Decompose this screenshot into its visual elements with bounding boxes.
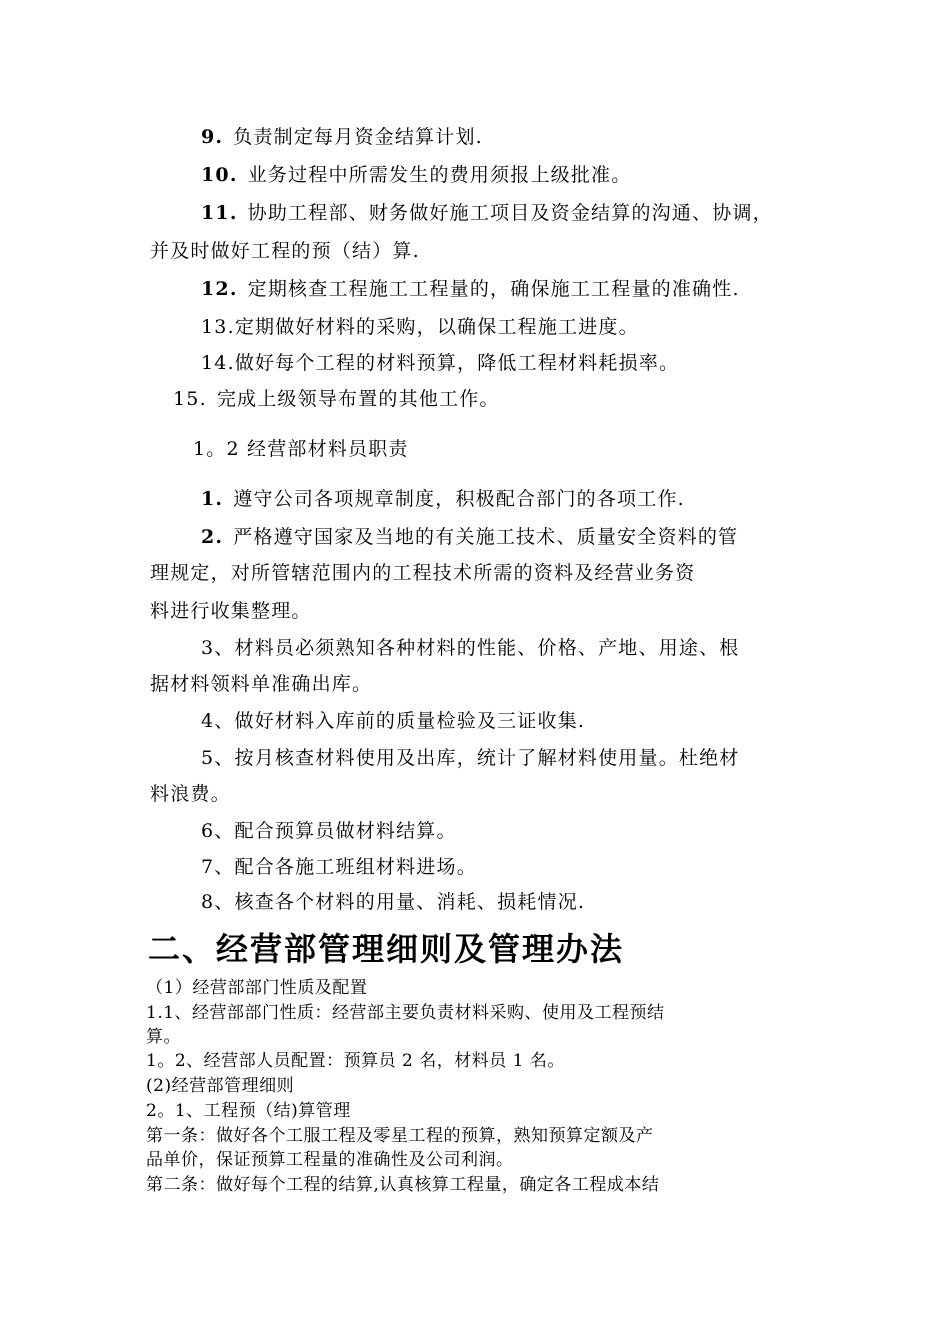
list-item-11-continued: 并及时做好工程的预（结）算. — [150, 240, 420, 262]
list-text: 负责制定每月资金结算计划. — [233, 126, 483, 148]
paragraph: 1.1、经营部部门性质：经营部主要负责材料采购、使用及工程预结 — [146, 1003, 665, 1023]
duty-item-3-continued: 据材料领料单准确出库。 — [150, 673, 373, 695]
list-item-15 — [173, 384, 500, 411]
subsection-heading: 1。2 经营部材料员职责 — [193, 438, 409, 460]
duty-item-5: 5、按月核查材料使用及出库，统计了解材料使用量。杜绝材 — [201, 747, 740, 769]
duty-item-6: 6、配合预算员做材料结算。 — [201, 820, 457, 842]
list-item-11 — [201, 198, 773, 225]
list-number: 15. — [173, 388, 207, 410]
paragraph: 第二条：做好每个工程的结算,认真核算工程量，确定各工程成本结 — [146, 1175, 660, 1195]
paragraph-continued: 算。 — [146, 1027, 181, 1047]
list-number: 1. — [201, 488, 224, 510]
list-text: 完成上级领导布置的其他工作。 — [216, 388, 500, 410]
paragraph: （1）经营部部门性质及配置 — [146, 978, 368, 998]
list-text: 协助工程部、财务做好施工项目及资金结算的沟通、协调， — [247, 202, 773, 224]
duty-item-2-continued: 料进行收集整理。 — [150, 600, 312, 622]
list-number: 2. — [201, 526, 224, 548]
list-item-13: 13.定期做好材料的采购，以确保工程施工进度。 — [201, 316, 639, 338]
list-number: 12. — [201, 278, 238, 300]
list-text: 遵守公司各项规章制度，积极配合部门的各项工作. — [233, 488, 685, 510]
duty-item-7: 7、配合各施工班组材料进场。 — [201, 856, 477, 878]
list-item-10 — [201, 160, 631, 187]
duty-item-5-continued: 料浪费。 — [150, 783, 231, 805]
list-text: 业务过程中所需发生的费用须报上级批准。 — [247, 164, 632, 186]
paragraph: 第一条：做好各个工服工程及零星工程的预算，熟知预算定额及产 — [146, 1126, 654, 1146]
list-item-12 — [201, 274, 740, 301]
duty-item-8: 8、核查各个材料的用量、消耗、损耗情况. — [201, 891, 586, 913]
paragraph-continued: 品单价，保证预算工程量的准确性及公司利润。 — [146, 1150, 514, 1170]
list-text: 定期核查工程施工工程量的，确保施工工程量的准确性. — [247, 278, 740, 300]
duty-item-2-continued: 理规定，对所管辖范围内的工程技术所需的资料及经营业务资 — [150, 562, 696, 584]
list-number: 9. — [201, 126, 224, 148]
list-item-14: 14.做好每个工程的材料预算，降低工程材料耗损率。 — [201, 352, 680, 374]
duty-item-4: 4、做好材料入库前的质量检验及三证收集. — [201, 710, 586, 732]
list-number: 10. — [201, 164, 238, 186]
list-text: 严格遵守国家及当地的有关施工技术、质量安全资料的管 — [233, 526, 739, 548]
paragraph: 2。1、工程预（结)算管理 — [146, 1101, 351, 1121]
chapter-title: 二、经营部管理细则及管理办法 — [148, 930, 625, 968]
duty-item-3: 3、材料员必须熟知各种材料的性能、价格、产地、用途、根 — [201, 637, 740, 659]
duty-item-2 — [201, 522, 738, 549]
paragraph: 1。2、经营部人员配置：预算员 2 名，材料员 1 名。 — [146, 1051, 565, 1071]
paragraph: (2)经营部管理细则 — [146, 1076, 295, 1096]
list-item-9 — [201, 122, 483, 149]
list-number: 11. — [201, 202, 238, 224]
duty-item-1 — [201, 484, 685, 511]
